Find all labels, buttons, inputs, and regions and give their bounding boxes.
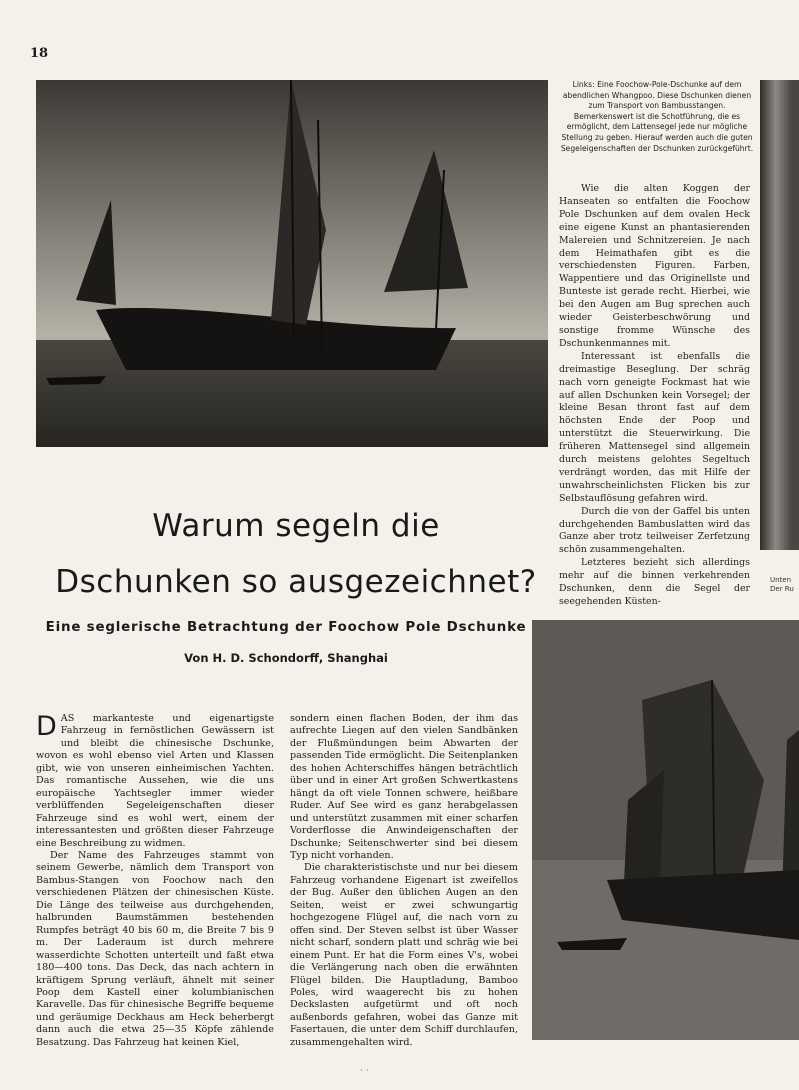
article-subtitle: Eine seglerische Betrachtung der Foochow Pole Dschunke — [45, 620, 527, 635]
adjacent-page-photo-strip — [760, 80, 799, 550]
paragraph: Die charakteristischste und nur bei diesem Fahrzeug vorhandene Eigenart ist zweifellos der Bug. Außer den üblichen Augen an den Seiten, weist er zwei schwungartig hochgezogene Flügel auf, die nach vorn zu offen sind. Der Steven selbst ist über Wasser nicht scharf, sondern platt und schräg wie bei einem Punt. Er hat die Form eines V's, wobei die Verlängerung nach oben die erwähnten Flügel bilden. Die Hauptladung, Bamboo Poles, wird waagerecht bis zu hohen Deckslasten aufgetürmt und oft noch außenbords gefahren, wobei das Ganze mit Fasertauen, die unter dem Schiff durchlaufen, zusammengehalten wird. — [290, 862, 518, 1048]
page-number: 18 — [30, 46, 49, 61]
article-byline: Von H. D. Schondorff, Shanghai — [184, 651, 388, 665]
headline-line: Warum segeln die — [152, 508, 440, 544]
paragraph: Durch die von der Gaffel bis unten durchgehenden Bambuslatten wird das Ganze aber trotz teilweiser Zerfetzung schön zusammengehalten. — [559, 505, 750, 556]
article-headline — [36, 498, 556, 610]
article-column-right-top — [559, 183, 750, 609]
drop-cap: D — [36, 711, 57, 742]
paragraph-text: AS markanteste und eigenartigste Fahrzeug in fernöstlichen Gewässern ist und bleibt die chinesische Dschunke, wovon es wohl ebenso viel Arten und Klassen gibt, wie von unseren einheimischen Yachten. Das romantische Aussehen, wie die uns europäische Yachtsegler immer wieder verblüffenden Segeleigenschaften dieser Fahrzeuge sind es wohl wert, einem der interessantesten und größten dieser Fahrzeuge eine Beschreibung zu widmen. — [36, 713, 274, 849]
paragraph: sondern einen flachen Boden, der ihm das aufrechte Liegen auf den vielen Sandbänken der Flußmündungen beim Abwarten der passenden Tide ermöglicht. Die Seitenplanken des hohen Achterschiffes hängen beträchtlich über und in einer Art großen Schwertkastens hängt da oft viele Tonnen schwere, heißbare Ruder. Auf See wird es ganz herabgelassen und unterstützt zusammen mit einer scharfen Vorderflosse die Anwindeigenschaften der Dschunke; Seitenschwerter sind bei diesem Typ nicht vorhanden. — [290, 713, 518, 861]
paragraph: Der Name des Fahrzeuges stammt von seinem Gewerbe, nämlich dem Transport von Bambus-Stangen von Foochow nach den verschiedenen Plätzen der chinesischen Küste. Die Länge des teilweise aus durchgehenden, halbrunden Baumstämmen bestehenden Rumpfes beträgt 40 bis 60 m, die Breite 7 bis 9 m. Der Laderaum ist durch mehrere wasserdichte Schotten unterteilt und faßt etwa 180—400 tons. Das Deck, das nach achtern in kräftigem Sprung verläuft, ähnelt mit seiner Poop dem Kastell einer kolumbianischen Karavelle. Das für chinesische Begriffe bequeme und geräumige Deckhaus am Heck beherbergt dann auch die etwa 25—35 Köpfe zählende Besatzung. Das Fahrzeug hat keinen Kiel, — [36, 849, 274, 1048]
paragraph: Letzteres bezieht sich allerdings mehr auf die binnen verkehrenden Dschunken, denn die Segel der seegehenden Küsten- — [559, 557, 750, 607]
junk-sailing-at-dusk-photo — [36, 80, 548, 447]
junks-at-anchor-photo — [532, 620, 799, 1040]
adjacent-page-caption: Unten Der Ru — [770, 576, 794, 593]
article-column-left — [36, 713, 274, 1049]
paragraph: Wie die alten Koggen der Hanseaten so entfalten die Foochow Pole Dschunken auf dem ovalen Heck eine eigene Kunst an phantasierenden Malereien und Schnitzereien. Je nach dem Heimathafen gibt es die verschiedensten Figuren. Farben, Wappentiere und das Originellste und Bunteste ist gerade recht. Hierbei, wie bei den Augen am Bug sprechen auch wieder Geisterbeschwörung und sonstige fromme Wünsche des Dschunkenmannes mit. — [559, 183, 750, 349]
article-column-middle — [290, 713, 518, 1049]
paragraph: Interessant ist ebenfalls die dreimastige Beseglung. Der schräg nach vorn geneigte Fockmast hat wie auf allen Dschunken kein Vorsegel; der kleine Besan thront fast auf dem höchsten Ende der Poop und unterstützt die Steuerwirkung. Die früheren Mattensegel sind allgemein durch meistens gelohtes Segeltuch verdrängt worden, das mit Hilfe der unwahrscheinlichsten Flicken bis zur Selbstauflösung gefahren wird. — [559, 350, 750, 504]
headline-line: Dschunken so ausgezeichnet? — [55, 564, 537, 600]
paragraph — [36, 713, 274, 850]
printer-mark: · · — [360, 1066, 369, 1076]
caption-top-photo: Links: Eine Foochow-Pole-Dschunke auf dem abendlichen Whangpoo. Diese Dschunken dienen zum Transport von Bambusstangen. Bemerkenswert ist die Schotführung, die es ermöglicht, dem Lattensegel jede nur mögliche Stellung zu geben. Hierauf werden auch die guten Segeleigenschaften der Dschunken zurückgeführt. — [560, 80, 754, 153]
